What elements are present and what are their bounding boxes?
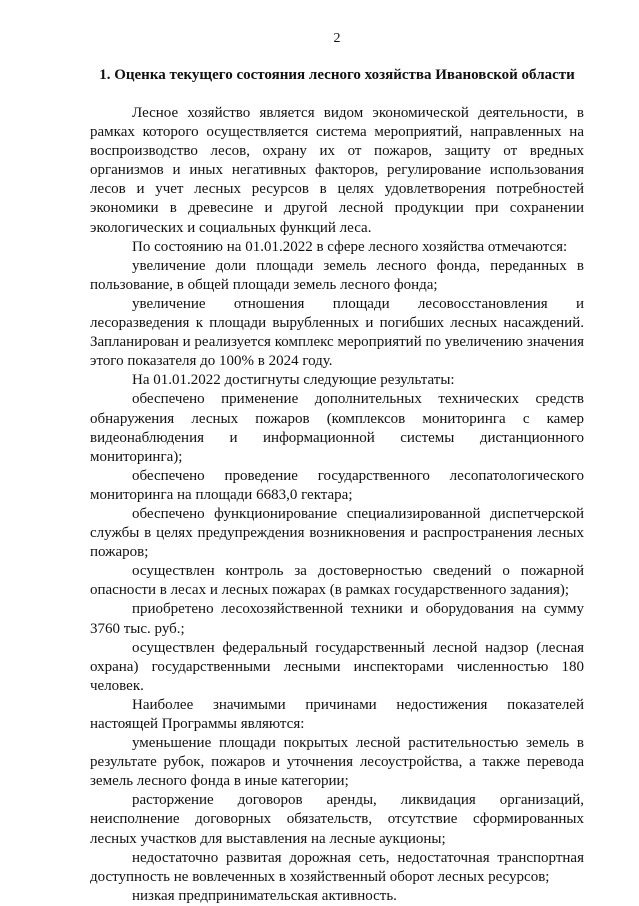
paragraph-results-lead: На 01.01.2022 достигнуты следующие результаты: [132,372,455,389]
paragraph-reasons-lead: Наиболее значимыми причинами недостижения показателей настоящей Программы являются: [90,696,584,732]
section-heading: 1. Оценка текущего состояния лесного хозяйства Ивановской области [99,67,575,83]
paragraph-result-1: обеспечено применение дополнительных технических средств обнаружения лесных пожаров (комплексов мониторинга с камер видеонаблюдения и информационной системы дистанционного мониторинга); [90,391,584,465]
paragraph-reason-4: низкая предпринимательская активность. [132,887,397,904]
paragraph-status-item-2: увеличение отношения площади лесовосстановления и лесоразведения к площади вырубленных и погибших лесных насаждений. Запланирован и реализуется комплекс мероприятий по увеличению значения этого показателя до 100% в 2024 году. [90,295,584,370]
paragraph-reason-1: уменьшение площади покрытых лесной растительностью земель в результате рубок, пожаров и уточнения лесоустройства, а также перевода земель лесного фонда в иные категории; [90,735,584,790]
paragraph-result-2: обеспечено проведение государственного лесопатологического мониторинга на площади 6683,0 гектара; [90,467,584,503]
page-number: 2 [333,31,341,46]
paragraph-result-6: осуществлен федеральный государственный лесной надзор (лесная охрана) государственными лесными инспекторами численностью 180 человек. [90,639,584,694]
paragraph-result-5: приобретено лесохозяйственной техники и оборудования на сумму 3760 тыс. руб.; [90,601,584,637]
paragraph-intro: Лесное хозяйство является видом экономической деятельности, в рамках которого осуществляется система мероприятий, направленных на воспроизводство лесов, охрану их от пожаров, защиту от вредных организмов и иных негативных факторов, регулирование использования лесов и учет лесных ресурсов в целях удовлетворения потребностей экономики в древесине и другой лесной продукции при сохранении экологических и социальных функций леса. [90,105,584,236]
paragraph-reason-3: недостаточно развитая дорожная сеть, недостаточная транспортная доступность не вовлеченных в хозяйственный оборот лесных ресурсов; [90,849,584,885]
paragraph-status-lead: По состоянию на 01.01.2022 в сфере лесного хозяйства отмечаются: [132,238,568,255]
paragraph-result-4: осуществлен контроль за достоверностью сведений о пожарной опасности в лесах и лесных пожарах (в рамках государственного задания); [90,563,584,599]
paragraph-result-3: обеспечено функционирование специализированной диспетчерской службы в целях предупреждения возникновения и распространения лесных пожаров; [90,505,584,561]
paragraph-status-item-1: увеличение доли площади земель лесного фонда, переданных в пользование, в общей площади земель лесного фонда; [90,257,584,293]
paragraph-reason-2: расторжение договоров аренды, ликвидация организаций, неисполнение договорных обязательств, отсутствие сформированных лесных участков для выставления на лесные аукционы; [90,792,584,847]
